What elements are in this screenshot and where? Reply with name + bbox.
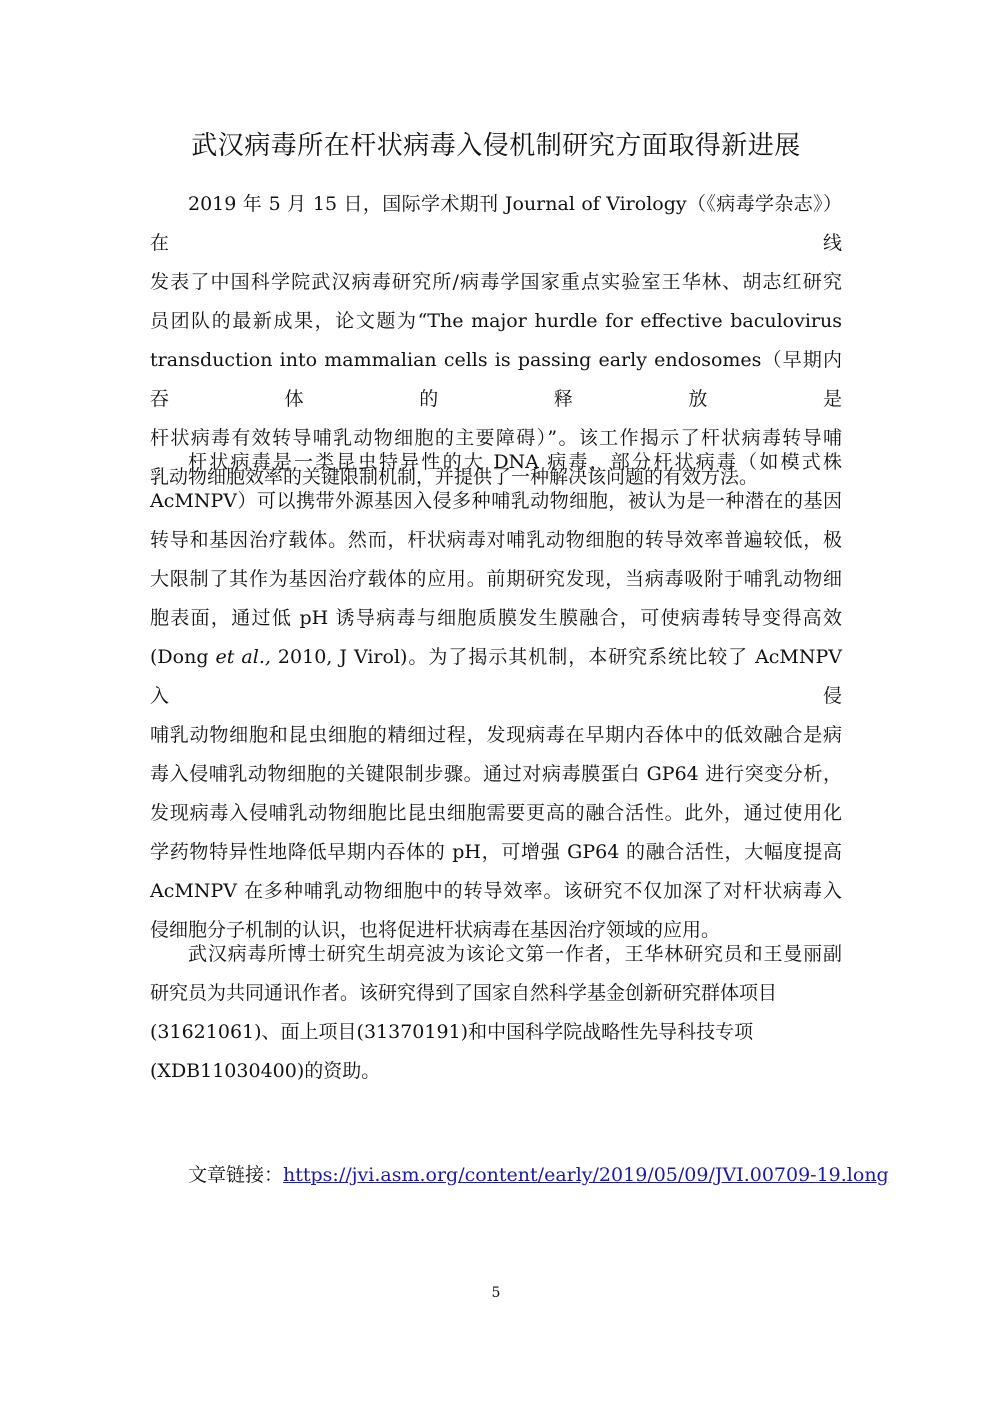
text-line: 武汉病毒所博士研究生胡亮波为该论文第一作者，王华林研究员和王曼丽副 (188, 943, 842, 965)
text-line: 大限制了其作为基因治疗载体的应用。前期研究发现，当病毒吸附于哺乳动物细 (150, 568, 842, 590)
text-line: (31621061)、面上项目(31370191)和中国科学院战略性先导科技专项 (150, 1021, 754, 1043)
citation-suffix: 2010, J Virol)。为了揭示其机制，本研究系统比较了 AcMNPV 入侵 (150, 646, 843, 707)
text-line: 胞表面，通过低 pH 诱导病毒与细胞质膜发生膜融合，可使病毒转导变得高效 (150, 607, 842, 629)
citation-prefix: (Dong (150, 646, 216, 668)
article-link[interactable]: https://jvi.asm.org/content/early/2019/05/09/JVI.00709-19.long (283, 1164, 889, 1186)
paragraph-research (150, 443, 842, 950)
page-number: 5 (491, 1285, 501, 1301)
text-line: 毒入侵哺乳动物细胞的关键限制步骤。通过对病毒膜蛋白 GP64 进行突变分析， (150, 763, 842, 785)
text-line: (XDB11030400)的资助。 (150, 1060, 381, 1082)
text-line: 研究员为共同通讯作者。该研究得到了国家自然科学基金创新研究群体项目 (150, 982, 778, 1004)
text-line: AcMNPV 在多种哺乳动物细胞中的转导效率。该研究不仅加深了对杆状病毒入 (150, 880, 842, 902)
text-line: 侵细胞分子机制的认识，也将促进杆状病毒在基因治疗领域的应用。 (150, 919, 721, 941)
text-line: 转导和基因治疗载体。然而，杆状病毒对哺乳动物细胞的转导效率普遍较低，极 (150, 529, 842, 551)
page-title: 武汉病毒所在杆状病毒入侵机制研究方面取得新进展 (191, 131, 801, 161)
article-link-row (188, 1157, 889, 1193)
text-line: 杆状病毒是一类昆虫特异性的大 DNA 病毒，部分杆状病毒（如模式株 (188, 451, 842, 473)
text-line: AcMNPV）可以携带外源基因入侵多种哺乳动物细胞，被认为是一种潜在的基因 (150, 490, 842, 512)
article-link-label: 文章链接： (188, 1164, 284, 1186)
citation-italic: et al., (215, 646, 271, 668)
text-line: 员团队的最新成果，论文题为“The major hurdle for effective baculovirus (150, 310, 842, 332)
paragraph-authors-funding (150, 935, 842, 1091)
text-line: 2019 年 5 月 15 日，国际学术期刊 Journal of Virology（《病毒学杂志》）在线 (150, 193, 842, 254)
text-line: 乳动物细胞效率的关键限制机制，并提供了一种解决该问题的有效方法。 (150, 466, 759, 488)
text-line: 学药物特异性地降低早期内吞体的 pH，可增强 GP64 的融合活性，大幅度提高 (150, 841, 842, 863)
citation-line (150, 638, 842, 716)
text-line: 哺乳动物细胞和昆虫细胞的精细过程，发现病毒在早期内吞体中的低效融合是病 (150, 724, 842, 746)
text-line: 发现病毒入侵哺乳动物细胞比昆虫细胞需要更高的融合活性。此外，通过使用化 (150, 802, 842, 824)
text-line: 杆状病毒有效转导哺乳动物细胞的主要障碍）”。该工作揭示了杆状病毒转导哺 (150, 427, 842, 449)
text-line: 发表了中国科学院武汉病毒研究所/病毒学国家重点实验室王华林、胡志红研究 (150, 271, 842, 293)
text-line: transduction into mammalian cells is passing early endosomes（早期内吞体的释放是 (150, 349, 842, 410)
